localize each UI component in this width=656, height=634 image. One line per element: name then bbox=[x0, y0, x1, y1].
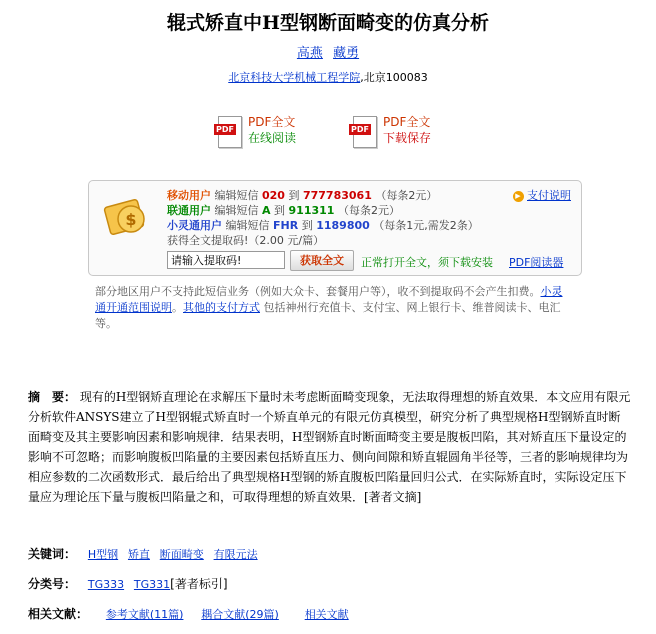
affiliation-suffix: ,北京100083 bbox=[360, 71, 428, 84]
xiaolingtong-sms-row bbox=[167, 217, 479, 233]
xiaolingtong-range-link[interactable]: 小灵通开通范围说明 bbox=[95, 285, 563, 314]
pdf-icon: PDF bbox=[349, 114, 379, 150]
classification-link[interactable]: TG333 bbox=[87, 578, 125, 591]
note-text-2: 包括神州行充值卡、支付宝、网上银行卡、维普阅读卡、电汇等。 bbox=[95, 301, 561, 330]
author-link-2[interactable]: 藏勇 bbox=[333, 46, 360, 61]
pdf-label: PDF全文 bbox=[383, 115, 431, 129]
affiliation-link[interactable]: 北京科技大学机械工程学院 bbox=[228, 71, 361, 84]
get-fulltext-button[interactable]: 获取全文 bbox=[290, 250, 354, 271]
pdf-reader-link[interactable]: PDF阅读器 bbox=[509, 256, 564, 269]
mobile-sms-row bbox=[167, 187, 437, 203]
play-arrow-icon: ▶ bbox=[513, 191, 524, 202]
classification-row bbox=[28, 575, 228, 592]
author-list bbox=[0, 42, 656, 61]
pdf-label: PDF全文 bbox=[248, 115, 296, 129]
pdf-sub-label: 在线阅读 bbox=[248, 131, 297, 145]
keywords-label: 关键词： bbox=[28, 547, 77, 561]
sms-price: （每条2元） bbox=[375, 189, 438, 202]
sms-number: 1189800 bbox=[316, 219, 370, 232]
keyword-link[interactable]: 有限元法 bbox=[213, 548, 258, 561]
sms-number: 777783061 bbox=[302, 189, 372, 202]
pdf-read-online-button[interactable] bbox=[214, 114, 296, 150]
other-payment-link[interactable]: 其他的支付方式 bbox=[183, 301, 260, 314]
affiliation bbox=[0, 69, 656, 85]
sms-prefix: 编辑短信 bbox=[214, 204, 259, 217]
classification-suffix: [著者标引] bbox=[170, 577, 228, 591]
carrier-label: 联通用户 bbox=[167, 204, 211, 217]
keyword-link[interactable]: 断面畸变 bbox=[159, 548, 204, 561]
payment-help-label[interactable]: 支付说明 bbox=[527, 189, 571, 202]
sms-price: （每条2元） bbox=[337, 204, 400, 217]
sms-code: A bbox=[262, 204, 271, 217]
related-docs-link[interactable]: 相关文献 bbox=[304, 608, 349, 621]
abstract-label: 摘 要： bbox=[28, 390, 77, 404]
unicom-sms-row bbox=[167, 202, 400, 218]
page-title: 辊式矫直中H型钢断面畸变的仿真分析 bbox=[167, 12, 489, 34]
sms-to: 到 bbox=[301, 219, 313, 232]
keywords-row bbox=[28, 545, 264, 562]
carrier-label: 小灵通用户 bbox=[167, 219, 222, 232]
download-hint: 正常打开全文，须下载安装 bbox=[361, 256, 493, 269]
payment-help-link[interactable] bbox=[513, 187, 572, 203]
classification-link[interactable]: TG331 bbox=[133, 578, 171, 591]
pdf-download-button[interactable] bbox=[349, 114, 431, 150]
pdf-sub-label: 下载保存 bbox=[383, 131, 432, 145]
references-link[interactable]: 参考文献(11篇) bbox=[105, 608, 184, 621]
sms-to: 到 bbox=[288, 189, 300, 202]
sms-code: 020 bbox=[262, 189, 285, 202]
sms-note bbox=[95, 284, 573, 332]
keyword-link[interactable]: H型钢 bbox=[87, 548, 119, 561]
keyword-link[interactable]: 矫直 bbox=[127, 548, 150, 561]
note-sep: 。 bbox=[172, 301, 183, 314]
carrier-label: 移动用户 bbox=[167, 189, 211, 202]
sms-prefix: 编辑短信 bbox=[225, 219, 270, 232]
note-text-1: 部分地区用户不支持此短信业务（例如大众卡、套餐用户等），收不到提取码不会产生扣费。 bbox=[95, 285, 541, 298]
fee-line: 获得全文提取码!（2.00 元/篇） bbox=[167, 234, 325, 247]
related-label: 相关文献： bbox=[28, 607, 89, 621]
abstract bbox=[28, 387, 632, 507]
abstract-text: 现有的H型钢矫直理论在求解压下量时未考虑断面畸变现象，无法取得理想的矫直效果．本文应用有限元分析软件ANSYS建立了H型钢辊式矫直时一个矫直单元的有限元仿真模型，研究分析了典型规格H型钢矫直时断面畸变及其主要影响因素和影响规律．结果表明，H型钢矫直时断面畸变主要是腹板凹陷，其对矫直压下量设定的影响不可忽略；而影响腹板凹陷量的主要因素包括矫直压力、侧向间隙和矫直辊圆角半径等，三者的影响规律均为相应参数的二次函数形式．最后给出了典型规格H型钢的矫直腹板凹陷量回归公式．在实际矫直时，实际设定压下量应为理论压下量与腹板凹陷量之和，可取得理想的矫直效果．[著者文摘] bbox=[28, 390, 631, 504]
pdf-icon: PDF bbox=[214, 114, 244, 150]
sms-prefix: 编辑短信 bbox=[214, 189, 259, 202]
payment-coin-icon bbox=[101, 193, 151, 239]
sms-to: 到 bbox=[274, 204, 286, 217]
classification-label: 分类号： bbox=[28, 577, 77, 591]
author-link-1[interactable]: 高燕 bbox=[296, 46, 323, 61]
sms-payment-panel bbox=[88, 180, 582, 276]
sms-code: FHR bbox=[273, 219, 299, 232]
sms-price: （每条1元,需发2条） bbox=[373, 219, 479, 232]
svg-text:$: $ bbox=[125, 210, 137, 229]
extraction-code-input[interactable] bbox=[167, 251, 285, 269]
coupled-docs-link[interactable]: 耦合文献(29篇) bbox=[201, 608, 279, 621]
related-docs-row bbox=[28, 605, 355, 622]
sms-number: 911311 bbox=[288, 204, 335, 217]
